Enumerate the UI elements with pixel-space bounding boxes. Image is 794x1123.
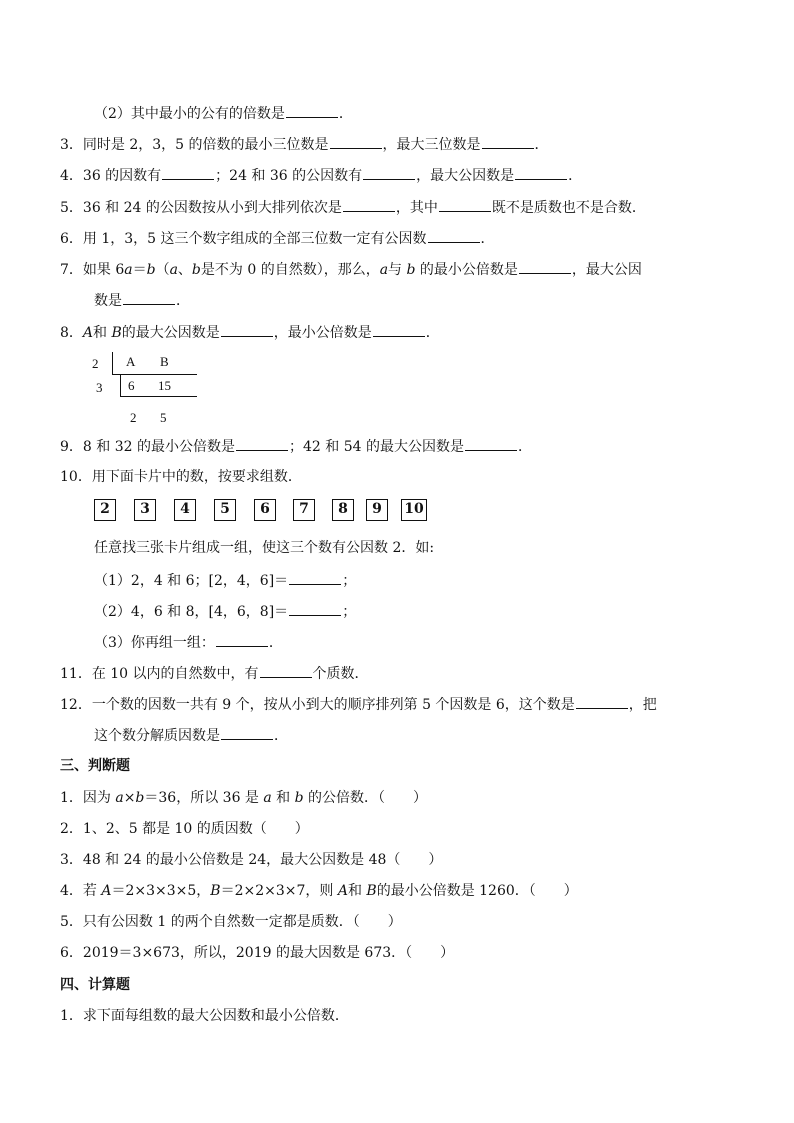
number-card xyxy=(332,499,354,521)
number-card xyxy=(174,499,196,521)
answer-blank[interactable] xyxy=(330,134,382,149)
punctuation: ； xyxy=(342,573,357,589)
question-9 xyxy=(60,436,532,457)
punctuation: ． xyxy=(338,106,353,122)
question-text: 4．若 𝐴＝2×3×3×5，𝐵＝2×2×3×7，则 𝐴和 𝐵的最小公倍数是 1260．（ ） xyxy=(60,883,578,899)
question-12 xyxy=(60,694,657,715)
question-7-cont xyxy=(94,290,190,311)
question-text: 5．36 和 24 的公因数按从小到大排列依次是 xyxy=(60,200,342,216)
punctuation: ； xyxy=(342,604,357,620)
section-heading-judgement xyxy=(60,756,130,776)
punctuation: ． xyxy=(176,293,190,309)
number-card xyxy=(214,499,236,521)
question-10-1 xyxy=(94,570,356,591)
number-card xyxy=(94,499,116,521)
question-text: 1．因为 𝑎×𝑏＝36，所以 36 是 𝑎 和 𝑏 的公倍数．（ ） xyxy=(60,790,428,806)
question-text: ；24 和 36 的公因数有 xyxy=(215,168,363,184)
question-text: 6．2019＝3×673，所以，2019 的最大因数是 673．（ ） xyxy=(60,945,455,961)
section-heading-calculation xyxy=(60,975,130,995)
question-3 xyxy=(60,134,549,155)
card-value: 5 xyxy=(220,501,230,517)
question-text: 1．求下面每组数的最大公因数和最小公倍数． xyxy=(60,1008,349,1024)
calculation-1 xyxy=(60,1006,349,1026)
card-value: 6 xyxy=(260,501,270,517)
division-line xyxy=(112,352,113,374)
answer-blank[interactable] xyxy=(221,725,273,740)
answer-blank[interactable] xyxy=(216,632,268,647)
question-text: ；42 和 54 的最大公因数是 xyxy=(288,439,464,455)
question-text: 3．48 和 24 的最小公倍数是 24，最大公因数是 48（ ） xyxy=(60,852,443,868)
judgement-1 xyxy=(60,788,427,808)
punctuation: ． xyxy=(517,439,532,455)
answer-blank[interactable] xyxy=(123,290,175,305)
card-value: 7 xyxy=(299,501,309,517)
judgement-3 xyxy=(60,850,442,870)
punctuation: ． xyxy=(568,168,583,184)
answer-blank[interactable] xyxy=(465,436,517,451)
question-text: （3）你再组一组： xyxy=(94,635,215,651)
question-10-2 xyxy=(94,601,356,622)
division-line xyxy=(112,374,197,375)
question-10 xyxy=(60,467,302,487)
question-text: （1）2，4 和 6；[2，4，6]＝ xyxy=(94,573,289,589)
answer-blank[interactable] xyxy=(289,601,341,616)
punctuation: ． xyxy=(268,635,283,651)
question-text: 12．一个数的因数一共有 9 个，按从小到大的顺序排列第 5 个因数是 6，这个数是 xyxy=(60,697,575,713)
answer-blank[interactable] xyxy=(286,103,338,118)
question-text: 既不是质数也不是合数． xyxy=(491,200,646,216)
question-text: ，最大公因 xyxy=(571,262,642,278)
question-7 xyxy=(60,259,642,280)
answer-blank[interactable] xyxy=(260,663,312,678)
card-value: 9 xyxy=(372,501,382,517)
answer-blank[interactable] xyxy=(515,165,567,180)
question-4 xyxy=(60,165,582,186)
card-value: 4 xyxy=(180,501,190,517)
quotient: 15 xyxy=(158,378,171,393)
dividend-b: B xyxy=(160,354,169,369)
question-11 xyxy=(60,663,369,684)
question-text: ，最大公因数是 xyxy=(416,168,515,184)
question-text: 5．只有公因数 1 的两个自然数一定都是质数．（ ） xyxy=(60,914,402,930)
punctuation: ． xyxy=(480,231,495,247)
question-text: 7．如果 6𝑎＝𝑏（𝑎、𝑏是不为 0 的自然数），那么，𝑎与 𝑏 的最小公倍数是 xyxy=(60,262,518,278)
question-text: 2．1、2、5 都是 10 的质因数（ ） xyxy=(60,821,309,837)
answer-blank[interactable] xyxy=(373,322,425,337)
section-title: 三、判断题 xyxy=(60,758,130,774)
section-title: 四、计算题 xyxy=(60,977,130,993)
number-card xyxy=(366,499,388,521)
card-value: 3 xyxy=(140,501,150,517)
question-8 xyxy=(60,322,440,343)
question-12-cont xyxy=(94,725,288,746)
answer-blank[interactable] xyxy=(439,197,491,212)
number-card xyxy=(254,499,276,521)
question-text: ，把 xyxy=(628,697,657,713)
number-card xyxy=(134,499,156,521)
question-text: 11．在 10 以内的自然数中，有 xyxy=(60,666,259,682)
question-text: 这个数分解质因数是 xyxy=(94,728,220,744)
number-card xyxy=(293,499,315,521)
question-2-2 xyxy=(94,103,353,124)
question-6 xyxy=(60,228,495,249)
question-text: 任意找三张卡片组成一组，使这三个数有公因数 2．如: xyxy=(94,540,435,556)
answer-blank[interactable] xyxy=(221,322,273,337)
answer-blank[interactable] xyxy=(343,197,395,212)
answer-blank[interactable] xyxy=(482,134,534,149)
divisor: 3 xyxy=(96,380,103,395)
question-10-intro xyxy=(94,538,434,558)
question-5 xyxy=(60,197,646,218)
division-line xyxy=(120,374,121,396)
divisor: 2 xyxy=(92,356,99,371)
number-card xyxy=(401,499,427,521)
question-text: （2）其中最小的公有的倍数是 xyxy=(94,106,285,122)
quotient: 6 xyxy=(128,378,135,393)
card-value: 8 xyxy=(338,501,348,517)
quotient: 2 xyxy=(130,410,137,425)
judgement-5 xyxy=(60,912,402,932)
judgement-6 xyxy=(60,943,454,963)
question-text: ，其中 xyxy=(395,200,438,216)
question-text: 10．用下面卡片中的数，按要求组数． xyxy=(60,469,302,485)
punctuation: ． xyxy=(425,325,440,341)
question-text: ，最大三位数是 xyxy=(382,137,481,153)
question-text: 3．同时是 2，3，5 的倍数的最小三位数是 xyxy=(60,137,329,153)
short-division-diagram xyxy=(92,348,197,428)
answer-blank[interactable] xyxy=(162,165,214,180)
dividend-a: A xyxy=(126,354,136,369)
answer-blank[interactable] xyxy=(236,436,288,451)
question-10-3 xyxy=(94,632,283,653)
answer-blank[interactable] xyxy=(363,165,415,180)
question-text: 4．36 的因数有 xyxy=(60,168,162,184)
question-text: 数是 xyxy=(94,293,122,309)
question-text: （2）4，6 和 8，[4，6，8]＝ xyxy=(94,604,289,620)
question-text: ，最小公倍数是 xyxy=(273,325,372,341)
punctuation: ． xyxy=(274,728,288,744)
card-value: 10 xyxy=(404,501,424,517)
question-text: 个质数． xyxy=(312,666,369,682)
answer-blank[interactable] xyxy=(289,570,341,585)
answer-blank[interactable] xyxy=(519,259,571,274)
quotient: 5 xyxy=(160,410,167,425)
judgement-4 xyxy=(60,881,578,901)
card-value: 2 xyxy=(100,501,110,517)
question-text: 9．8 和 32 的最小公倍数是 xyxy=(60,439,235,455)
division-line xyxy=(120,396,197,397)
question-text: 8．𝐴和 𝐵的最大公因数是 xyxy=(60,325,220,341)
judgement-2 xyxy=(60,819,309,839)
punctuation: ． xyxy=(534,137,549,153)
question-text: 6．用 1，3，5 这三个数字组成的全部三位数一定有公因数 xyxy=(60,231,427,247)
answer-blank[interactable] xyxy=(428,228,480,243)
answer-blank[interactable] xyxy=(576,694,628,709)
